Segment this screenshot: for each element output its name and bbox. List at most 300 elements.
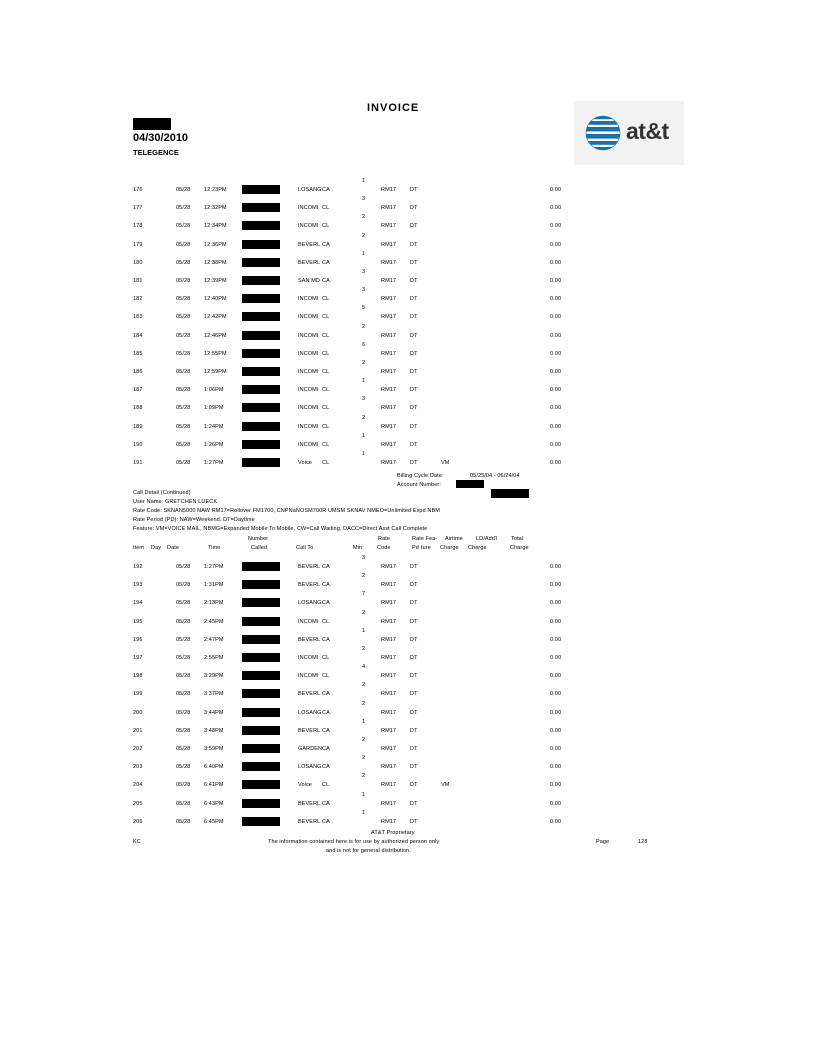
redacted-number xyxy=(242,762,280,771)
call-to-place: LOSANG xyxy=(298,709,322,716)
item-number: 179 xyxy=(133,241,143,248)
call-to-state: CA xyxy=(322,636,330,643)
feature-legend: Feature: VM=VOICE MAIL, NBMG=Expanded Mobile To Mobile, CW=Call Waiting, DACC=Direct Asst Call Complete xyxy=(133,526,428,532)
call-to-place: BEVERL xyxy=(298,564,321,570)
call-time: 12:39PM xyxy=(204,278,227,284)
total-charge: 0.00 xyxy=(550,691,562,698)
call-time: 12:55PM xyxy=(204,350,227,357)
call-to-state: CA xyxy=(322,764,330,771)
rate-period: DT xyxy=(410,618,418,625)
rate-period: DT xyxy=(410,314,418,321)
att-logo xyxy=(574,101,684,165)
call-minutes: 2 xyxy=(362,232,366,239)
item-number: 177 xyxy=(133,205,143,212)
redacted-number xyxy=(242,385,280,394)
rate-code: RM17 xyxy=(381,764,397,771)
call-minutes: 2 xyxy=(362,646,366,652)
call-date: 05/28 xyxy=(176,387,191,394)
item-number: 203 xyxy=(133,764,143,771)
call-date: 05/28 xyxy=(176,405,191,412)
item-number: 192 xyxy=(133,564,143,570)
col-charge-total: Charge xyxy=(510,545,529,551)
call-minutes: 3 xyxy=(362,269,366,275)
call-minutes: 2 xyxy=(362,682,366,689)
redacted-number xyxy=(242,744,280,753)
redacted-number xyxy=(242,331,280,340)
rate-period: DT xyxy=(410,241,418,248)
rate-period: DT xyxy=(410,369,418,375)
rate-code: RM17 xyxy=(381,582,397,589)
call-minutes: 3 xyxy=(362,287,366,294)
col-code: Code xyxy=(377,545,391,551)
rate-period: DT xyxy=(410,296,418,303)
call-minutes: 3 xyxy=(362,196,366,203)
call-date: 05/28 xyxy=(176,369,191,375)
call-time: 12:46PM xyxy=(204,332,227,339)
footer-proprietary: AT&T Proprietary xyxy=(371,830,415,836)
rate-period: DT xyxy=(410,818,418,825)
rate-period: DT xyxy=(410,782,418,789)
rate-code: RM17 xyxy=(381,259,397,266)
invoice-date: 04/30/2010 xyxy=(133,132,189,144)
total-charge: 0.00 xyxy=(550,259,562,266)
call-time: 2:45PM xyxy=(204,618,224,625)
call-date: 05/28 xyxy=(176,691,191,698)
call-to-place: BEVERL xyxy=(298,800,321,807)
item-number: 186 xyxy=(133,369,143,375)
rate-period: DT xyxy=(410,350,418,357)
call-time: 12:23PM xyxy=(204,187,227,193)
call-date: 05/28 xyxy=(176,259,191,266)
redacted-number xyxy=(242,403,280,412)
billing-cycle-value: 05/25/04 - 06/24/04 xyxy=(470,473,520,479)
call-to-state: CA xyxy=(322,691,330,698)
item-number: 181 xyxy=(133,278,143,284)
call-to-state: CL xyxy=(322,423,330,430)
call-to-place: INCOMI xyxy=(298,205,319,212)
item-number: 198 xyxy=(133,673,143,680)
redacted-number xyxy=(242,440,280,449)
footer-page-label: Page xyxy=(596,839,610,845)
rate-code: RM17 xyxy=(381,600,397,607)
call-time: 3:37PM xyxy=(204,691,224,698)
call-to-state: CA xyxy=(322,259,330,266)
rate-period: DT xyxy=(410,746,418,752)
call-to-state: CA xyxy=(322,564,330,570)
call-time: 1:06PM xyxy=(204,387,224,394)
item-number: 178 xyxy=(133,223,143,230)
total-charge: 0.00 xyxy=(550,205,562,212)
total-charge: 0.00 xyxy=(550,332,562,339)
call-to-state: CL xyxy=(322,223,330,230)
rate-period: DT xyxy=(410,582,418,589)
call-time: 12:40PM xyxy=(204,296,227,303)
rate-code: Rate Code: SKNAN5000 NAW RM17=Rollover FM1700, CNPNaNOSM700R UMSM SKNAV NMEO=Unlimited Expd NBM xyxy=(133,508,440,514)
redacted-number xyxy=(242,185,280,194)
call-to-place: Voice xyxy=(298,782,312,789)
redaction-block xyxy=(133,118,171,130)
rate-period: DT xyxy=(410,423,418,430)
item-number: 190 xyxy=(133,441,143,448)
call-to-state: CA xyxy=(322,818,330,825)
total-charge: 0.00 xyxy=(550,460,562,466)
rate-code: RM17 xyxy=(381,441,397,448)
call-minutes: 2 xyxy=(362,755,366,762)
redacted-number xyxy=(242,671,280,680)
call-date: 05/28 xyxy=(176,818,191,825)
call-to-state: CL xyxy=(322,332,330,339)
rate-code: RM17 xyxy=(381,314,397,321)
total-charge: 0.00 xyxy=(550,746,562,752)
call-time: 12:59PM xyxy=(204,369,227,375)
call-minutes: 2 xyxy=(362,414,366,421)
redacted-number xyxy=(242,617,280,626)
call-date: 05/28 xyxy=(176,600,191,607)
rate-code: RM17 xyxy=(381,691,397,698)
redacted-number xyxy=(242,294,280,303)
call-minutes: 1 xyxy=(362,451,366,457)
call-to-state: CA xyxy=(322,709,330,716)
call-date: 05/28 xyxy=(176,205,191,212)
col-rate-feature: Rate Fea- xyxy=(412,536,438,542)
call-date: 05/28 xyxy=(176,278,191,284)
rate-code: RM17 xyxy=(381,187,397,193)
call-to-state: CA xyxy=(322,746,330,752)
col-called: Called xyxy=(251,545,268,551)
call-time: 1:24PM xyxy=(204,423,224,430)
total-charge: 0.00 xyxy=(550,314,562,321)
call-to-place: INCOMI xyxy=(298,369,319,375)
call-time: 2:47PM xyxy=(204,636,224,643)
rate-period: DT xyxy=(410,223,418,230)
call-time: 12:42PM xyxy=(204,314,227,321)
item-number: 184 xyxy=(133,332,143,339)
call-minutes: 1 xyxy=(362,250,366,257)
call-to-state: CL xyxy=(322,618,330,625)
item-number: 189 xyxy=(133,423,143,430)
rate-period: DT xyxy=(410,259,418,266)
call-to-state: CA xyxy=(322,187,330,193)
call-minutes: 2 xyxy=(362,700,366,707)
item-number: 183 xyxy=(133,314,143,321)
call-to-place: GARDEN xyxy=(298,746,323,752)
call-minutes: 1 xyxy=(362,432,366,439)
call-date: 05/28 xyxy=(176,314,191,321)
call-to-state: CA xyxy=(322,800,330,807)
rate-code: RM17 xyxy=(381,223,397,230)
rate-code: RM17 xyxy=(381,350,397,357)
rate-period: DT xyxy=(410,441,418,448)
item-number: 185 xyxy=(133,350,143,357)
call-date: 05/28 xyxy=(176,764,191,771)
call-minutes: 2 xyxy=(362,360,366,366)
rate-period: DT xyxy=(410,564,418,570)
call-minutes: 7 xyxy=(362,591,366,598)
item-number: 188 xyxy=(133,405,143,412)
call-minutes: 2 xyxy=(362,737,366,743)
rate-code: RM17 xyxy=(381,818,397,825)
footer-left-code: KC xyxy=(133,839,141,845)
call-minutes: 2 xyxy=(362,214,366,221)
call-time: 6:40PM xyxy=(204,764,224,771)
rate-period: DT xyxy=(410,405,418,412)
section-continued: Call Detail (Continued) xyxy=(133,490,191,496)
call-time: 3:44PM xyxy=(204,709,224,716)
call-to-place: BEVERL xyxy=(298,241,321,248)
call-to-state: CA xyxy=(322,278,330,284)
item-number: 182 xyxy=(133,296,143,303)
call-date: 05/28 xyxy=(176,636,191,643)
call-to-place: INCOMI xyxy=(298,350,319,357)
user-name: User Name: GRETCHEN LUECK xyxy=(133,499,218,505)
call-minutes: 6 xyxy=(362,341,366,348)
call-to-place: BEVERL xyxy=(298,818,321,825)
call-date: 05/28 xyxy=(176,296,191,303)
rate-period: DT xyxy=(410,332,418,339)
item-number: 205 xyxy=(133,800,143,807)
total-charge: 0.00 xyxy=(550,655,562,661)
call-to-state: CL xyxy=(322,782,330,789)
footer-notice-line2: and is not for general distribution. xyxy=(326,848,411,854)
call-to-state: CL xyxy=(322,441,330,448)
redacted-number xyxy=(242,635,280,644)
total-charge: 0.00 xyxy=(550,564,562,570)
redacted-number xyxy=(242,708,280,717)
col-date: Date xyxy=(167,545,180,551)
call-to-place: Voice xyxy=(298,460,312,466)
col-ld-addl: LD/Add'l xyxy=(476,536,498,542)
billing-cycle-label: Billing Cycle Date: xyxy=(397,473,444,479)
redacted-number xyxy=(242,276,280,285)
col-rate: Rate xyxy=(378,536,391,542)
call-time: 3:59PM xyxy=(204,746,224,752)
rate-period: DT xyxy=(410,655,418,661)
call-date: 05/28 xyxy=(176,223,191,230)
rate-period: DT xyxy=(410,278,418,284)
total-charge: 0.00 xyxy=(550,223,562,230)
call-minutes: 2 xyxy=(362,323,366,330)
call-time: 6:43PM xyxy=(204,800,224,807)
call-minutes: 1 xyxy=(362,378,366,385)
item-number: 200 xyxy=(133,709,143,716)
item-number: 193 xyxy=(133,582,143,589)
call-time: 12:36PM xyxy=(204,241,227,248)
call-to-state: CA xyxy=(322,727,330,734)
redacted-number xyxy=(242,598,280,607)
call-date: 05/28 xyxy=(176,673,191,680)
call-to-place: INCOMI xyxy=(298,223,319,230)
rate-code: RM17 xyxy=(381,460,397,466)
invoice-title: INVOICE xyxy=(367,102,420,114)
footer-page-number: 128 xyxy=(638,839,648,845)
rate-period: DT xyxy=(410,709,418,716)
call-to-state: CL xyxy=(322,655,330,661)
call-minutes: 1 xyxy=(362,178,366,184)
call-time: 12:38PM xyxy=(204,259,227,266)
call-time: 3:48PM xyxy=(204,727,224,734)
redacted-number xyxy=(242,312,280,321)
item-number: 194 xyxy=(133,600,143,607)
total-charge: 0.00 xyxy=(550,782,562,789)
call-minutes: 2 xyxy=(362,573,366,580)
call-time: 6:41PM xyxy=(204,782,224,789)
redacted-number xyxy=(242,653,280,662)
call-date: 05/28 xyxy=(176,187,191,193)
col-call-to: Call To xyxy=(296,545,314,551)
rate-code: RM17 xyxy=(381,782,397,789)
col-pd: Pd xyxy=(412,545,419,551)
redacted-number xyxy=(242,562,280,571)
call-to-state: CL xyxy=(322,405,330,412)
call-to-place: BEVERL xyxy=(298,636,321,643)
rate-period: DT xyxy=(410,727,418,734)
call-to-place: INCOMI xyxy=(298,673,319,680)
redacted-number xyxy=(242,349,280,358)
rate-code: RM17 xyxy=(381,405,397,412)
call-to-place: INCOMI xyxy=(298,441,319,448)
total-charge: 0.00 xyxy=(550,727,562,734)
redacted-number xyxy=(242,240,280,249)
call-to-state: CL xyxy=(322,314,330,321)
call-date: 05/28 xyxy=(176,582,191,589)
call-to-state: CL xyxy=(322,673,330,680)
call-minutes: 2 xyxy=(362,773,366,780)
total-charge: 0.00 xyxy=(550,818,562,825)
call-date: 05/28 xyxy=(176,241,191,248)
call-to-state: CA xyxy=(322,582,330,589)
rate-code: RM17 xyxy=(381,800,397,807)
total-charge: 0.00 xyxy=(550,350,562,357)
call-to-place: BEVERL xyxy=(298,259,321,266)
call-date: 05/28 xyxy=(176,441,191,448)
call-date: 05/28 xyxy=(176,782,191,789)
rate-code: RM17 xyxy=(381,673,397,680)
call-to-state: CL xyxy=(322,460,330,466)
call-time: 1:26PM xyxy=(204,441,224,448)
call-minutes: 4 xyxy=(362,664,366,671)
rate-period: DT xyxy=(410,764,418,771)
footer-notice-line1: The information contained here is for use by authorized person only xyxy=(268,839,440,845)
total-charge: 0.00 xyxy=(550,618,562,625)
rate-period: DT xyxy=(410,800,418,807)
call-minutes: 3 xyxy=(362,396,366,403)
redacted-number xyxy=(242,780,280,789)
rate-code: RM17 xyxy=(381,709,397,716)
redacted-number xyxy=(242,817,280,826)
rate-code: RM17 xyxy=(381,618,397,625)
call-time: 1:27PM xyxy=(204,564,224,570)
call-minutes: 1 xyxy=(362,627,366,634)
call-minutes: 2 xyxy=(362,609,366,616)
total-charge: 0.00 xyxy=(550,764,562,771)
item-number: 187 xyxy=(133,387,143,394)
call-to-place: BEVERL xyxy=(298,582,321,589)
rate-code: RM17 xyxy=(381,564,397,570)
call-to-state: CL xyxy=(322,387,330,394)
rate-period: DT xyxy=(410,460,418,466)
call-time: 2:55PM xyxy=(204,655,224,661)
call-date: 05/28 xyxy=(176,423,191,430)
rate-code: RM17 xyxy=(381,655,397,661)
call-to-place: INCOMI xyxy=(298,423,319,430)
col-airtime: Airtime xyxy=(445,536,463,542)
rate-code: RM17 xyxy=(381,423,397,430)
col-charge-airtime: Charge xyxy=(440,545,459,551)
total-charge: 0.00 xyxy=(550,600,562,607)
call-time: 1:27PM xyxy=(204,460,224,466)
call-to-place: BEVERL xyxy=(298,691,321,698)
rate-code: RM17 xyxy=(381,241,397,248)
call-to-place: LOSANG xyxy=(298,764,322,771)
rate-code: RM17 xyxy=(381,296,397,303)
call-to-place: SAN MD xyxy=(298,278,320,284)
feature-code: VM xyxy=(441,782,450,789)
rate-period: DT xyxy=(410,387,418,394)
redacted-number xyxy=(242,689,280,698)
rate-period: DT xyxy=(410,691,418,698)
col-day: Day xyxy=(151,545,162,551)
total-charge: 0.00 xyxy=(550,296,562,303)
rate-code: RM17 xyxy=(381,332,397,339)
call-to-state: CA xyxy=(322,241,330,248)
call-to-place: INCOMI xyxy=(298,387,319,394)
rate-period: DT xyxy=(410,187,418,193)
call-time: 2:13PM xyxy=(204,600,224,607)
rate-period: DT xyxy=(410,205,418,212)
call-time: 12:34PM xyxy=(204,223,227,230)
total-charge: 0.00 xyxy=(550,636,562,643)
col-item: Item xyxy=(133,545,145,551)
item-number: 201 xyxy=(133,727,143,734)
item-number: 204 xyxy=(133,782,143,789)
feature-code: VM xyxy=(441,460,450,466)
rate-code: RM17 xyxy=(381,746,397,752)
call-to-place: INCOMI xyxy=(298,296,319,303)
col-total: Total xyxy=(511,536,524,542)
call-time: 1:09PM xyxy=(204,405,224,412)
call-time: 12:32PM xyxy=(204,205,227,212)
call-date: 05/28 xyxy=(176,746,191,752)
redacted-number xyxy=(242,258,280,267)
call-to-state: CL xyxy=(322,296,330,303)
call-date: 05/28 xyxy=(176,655,191,661)
col-ture: ture xyxy=(421,545,431,551)
item-number: 199 xyxy=(133,691,143,698)
rate-code: RM17 xyxy=(381,636,397,643)
total-charge: 0.00 xyxy=(550,800,562,807)
call-minutes: 3 xyxy=(362,555,366,561)
rate-code: RM17 xyxy=(381,727,397,734)
redacted-number xyxy=(242,458,280,467)
rate-period: DT xyxy=(410,600,418,607)
rate-code: RM17 xyxy=(381,278,397,284)
redaction-block xyxy=(491,489,529,498)
total-charge: 0.00 xyxy=(550,405,562,412)
item-number: 197 xyxy=(133,655,143,661)
call-time: 3:29PM xyxy=(204,673,224,680)
call-to-place: INCOMI xyxy=(298,332,319,339)
call-time: 6:45PM xyxy=(204,818,224,825)
call-minutes: 1 xyxy=(362,718,366,725)
redacted-number xyxy=(242,367,280,376)
item-number: 180 xyxy=(133,259,143,266)
rate-code: RM17 xyxy=(381,205,397,212)
call-to-place: INCOMI xyxy=(298,405,319,412)
billing-system-name: TELEGENCE xyxy=(133,148,179,157)
total-charge: 0.00 xyxy=(550,241,562,248)
total-charge: 0.00 xyxy=(550,187,562,193)
call-date: 05/28 xyxy=(176,350,191,357)
